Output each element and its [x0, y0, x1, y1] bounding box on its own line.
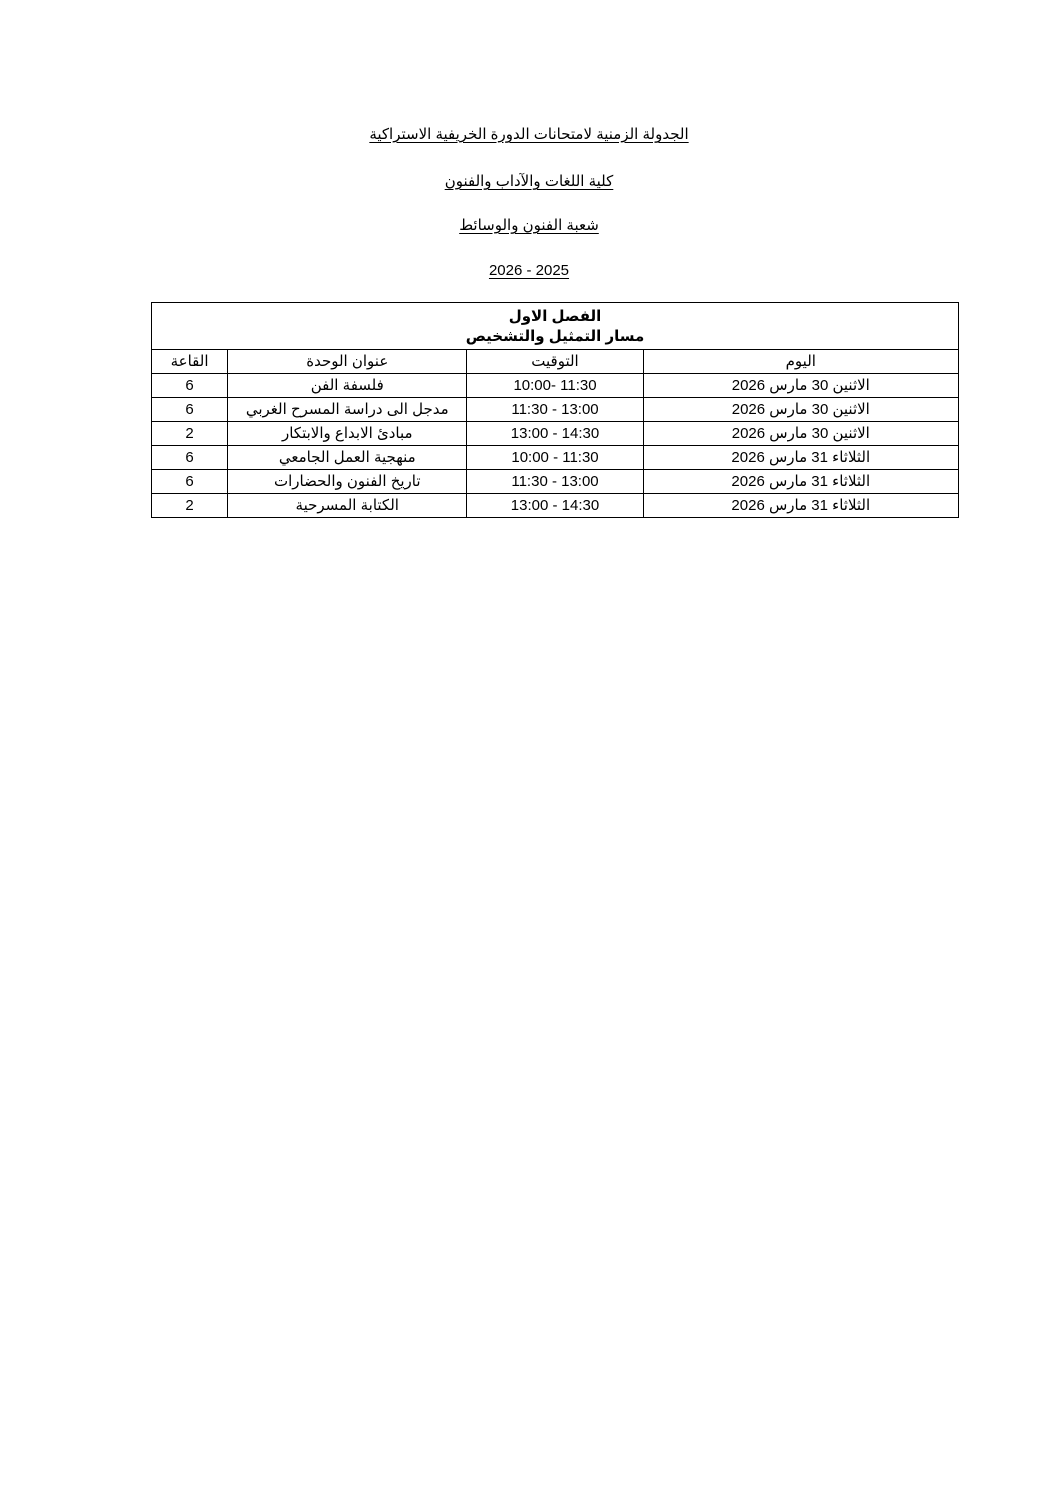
- subject-cell: تاريخ الفنون والحضارات: [228, 470, 467, 494]
- faculty-line: [0, 172, 1058, 192]
- track-label: مسار التمثيل والتشخيص: [465, 327, 645, 345]
- room-cell: 2: [152, 422, 228, 446]
- academic-year-line: [0, 261, 1058, 281]
- table-row: [152, 446, 959, 470]
- subject-cell: الكتابة المسرحية: [228, 494, 467, 518]
- time-cell: 13:00 - 14:30: [467, 494, 643, 518]
- semester-label: الفصل الاول: [508, 307, 602, 325]
- room-cell: 6: [152, 398, 228, 422]
- room-cell: 6: [152, 470, 228, 494]
- day-cell: الثلاثاء 31 مارس 2026: [643, 470, 958, 494]
- exam-schedule-table: [151, 302, 959, 518]
- department-line: [0, 216, 1058, 236]
- day-cell: الاثنين 30 مارس 2026: [643, 422, 958, 446]
- table-title-cell: [152, 303, 959, 350]
- room-cell: 6: [152, 446, 228, 470]
- day-cell: الثلاثاء 31 مارس 2026: [643, 446, 958, 470]
- table-header-row: [152, 350, 959, 374]
- time-cell: 10:00 - 11:30: [467, 446, 643, 470]
- table-row: [152, 422, 959, 446]
- column-header-day: اليوم: [643, 350, 958, 374]
- academic-year: 2026 - 2025: [488, 262, 570, 279]
- time-cell: 11:30 - 13:00: [467, 470, 643, 494]
- time-cell: 11:30 - 13:00: [467, 398, 643, 422]
- table-title-row: [152, 303, 959, 350]
- subject-cell: فلسفة الفن: [228, 374, 467, 398]
- subject-cell: مبادئ الابداع والابتكار: [228, 422, 467, 446]
- room-cell: 2: [152, 494, 228, 518]
- document-title-line: [0, 125, 1058, 145]
- room-cell: 6: [152, 374, 228, 398]
- day-cell: الاثنين 30 مارس 2026: [643, 398, 958, 422]
- department-name: شعبة الفنون والوسائط: [459, 217, 599, 234]
- day-cell: الاثنين 30 مارس 2026: [643, 374, 958, 398]
- table-row: [152, 398, 959, 422]
- subject-cell: منهجية العمل الجامعي: [228, 446, 467, 470]
- column-header-time: التوقيت: [467, 350, 643, 374]
- column-header-subject: عنوان الوحدة: [228, 350, 467, 374]
- time-cell: 13:00 - 14:30: [467, 422, 643, 446]
- subject-cell: مدجل الى دراسة المسرح الغربي: [228, 398, 467, 422]
- column-header-room: القاعة: [152, 350, 228, 374]
- faculty-name: كلية اللغات والآداب والفنون: [444, 173, 614, 190]
- table-row: [152, 470, 959, 494]
- table-row: [152, 494, 959, 518]
- table-row: [152, 374, 959, 398]
- day-cell: الثلاثاء 31 مارس 2026: [643, 494, 958, 518]
- document-title: الجدولة الزمنية لامتحانات الدورة الخريفية الاستراكية: [369, 126, 689, 143]
- time-cell: 10:00- 11:30: [467, 374, 643, 398]
